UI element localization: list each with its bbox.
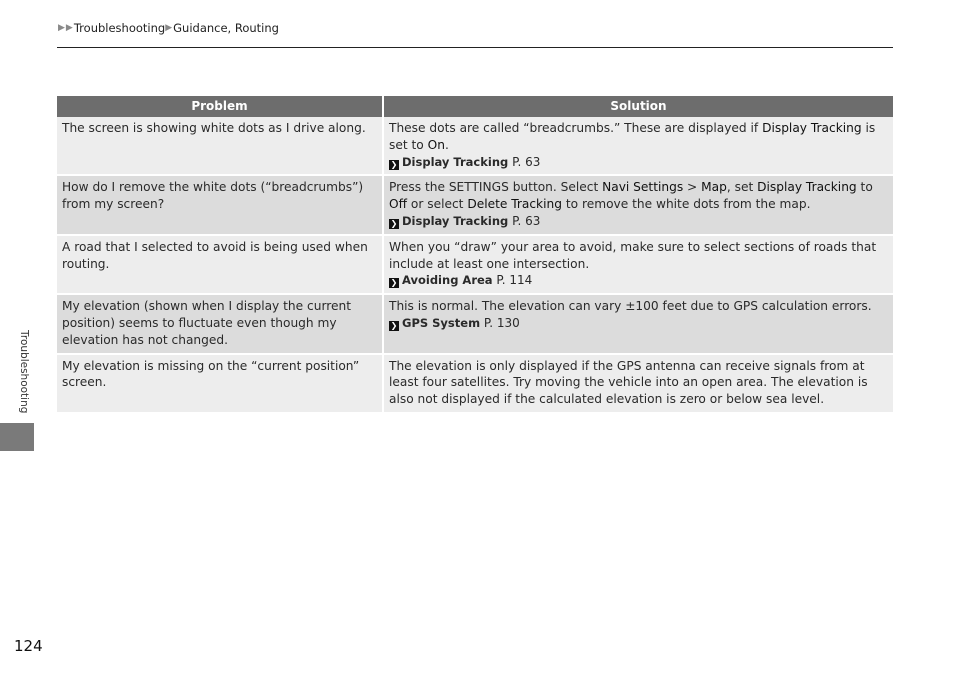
solution-text-segment: The elevation is only displayed if the GPS antenna can receive signals from at least four satellites. Try moving the vehicle into an open area. The elevation is also not displayed if the calculated elevation is zero or below sea level.	[389, 358, 868, 407]
solution-text-segment: When you “draw” your area to avoid, make sure to select sections of roads that include at least one intersection.	[389, 239, 877, 271]
table-row	[57, 236, 893, 293]
menu-term: Map	[701, 180, 727, 195]
reference-page[interactable]: P. 63	[512, 213, 541, 228]
menu-term: Navi Settings	[602, 180, 684, 195]
solution-text	[389, 298, 888, 315]
solution-cell	[384, 176, 893, 233]
menu-term: Delete Tracking	[467, 197, 562, 212]
page-reference[interactable]	[389, 154, 888, 171]
reference-arrow-icon: ❯	[390, 218, 398, 228]
solution-text	[389, 120, 888, 154]
problem-cell: A road that I selected to avoid is being used when routing.	[57, 236, 382, 293]
solution-text-segment: This is normal. The elevation can vary ±100 feet due to GPS calculation errors.	[389, 299, 872, 314]
breadcrumb-arrow-icon: ▶	[165, 23, 173, 33]
reference-title[interactable]: Display Tracking	[402, 154, 509, 169]
table-row	[57, 295, 893, 352]
table-row	[57, 176, 893, 233]
breadcrumb	[58, 21, 279, 35]
page-reference[interactable]	[389, 272, 888, 289]
reference-page[interactable]: P. 130	[483, 315, 520, 330]
solution-cell	[384, 117, 893, 174]
page-reference[interactable]	[389, 213, 888, 230]
solution-text-segment: to remove the white dots from the map.	[561, 197, 811, 212]
breadcrumb-arrow-icon: ▶	[65, 23, 73, 33]
solution-text-segment: to	[856, 180, 873, 195]
solution-cell	[384, 355, 893, 412]
solution-text-segment: Press the SETTINGS button. Select	[389, 180, 603, 195]
table-body	[57, 117, 893, 412]
column-header-solution: Solution	[384, 96, 893, 117]
reference-arrow-icon: ❯	[390, 159, 398, 169]
solution-text-segment: These dots are called “breadcrumbs.” These are displayed if	[389, 121, 763, 135]
column-header-problem: Problem	[57, 96, 382, 117]
problem-cell: My elevation (shown when I display the current position) seems to fluctuate even though my elevation has not changed.	[57, 295, 382, 352]
solution-text-segment: >	[683, 180, 702, 195]
page-reference[interactable]	[389, 315, 888, 332]
menu-term: Display Tracking	[757, 180, 857, 195]
breadcrumb-item-troubleshooting[interactable]: Troubleshooting	[73, 21, 166, 35]
troubleshooting-table	[57, 96, 893, 412]
table-row	[57, 355, 893, 412]
breadcrumb-item-guidance-routing: Guidance, Routing	[173, 21, 279, 35]
reference-arrow-icon: ❯	[390, 320, 398, 330]
solution-text	[389, 358, 888, 408]
menu-term: Off	[389, 197, 407, 212]
solution-text-segment: , set	[726, 180, 758, 195]
solution-cell	[384, 236, 893, 293]
solution-text	[389, 239, 888, 273]
problem-cell: How do I remove the white dots (“breadcrumbs”) from my screen?	[57, 176, 382, 233]
breadcrumb-arrow-icon: ▶	[58, 23, 65, 33]
table-row	[57, 117, 893, 174]
reference-page[interactable]: P. 63	[512, 154, 541, 169]
reference-title[interactable]: Display Tracking	[402, 213, 509, 228]
reference-page[interactable]: P. 114	[496, 273, 533, 288]
reference-arrow-icon: ❯	[390, 278, 398, 288]
solution-text-segment: or select	[407, 197, 468, 212]
solution-text-segment: is set to	[389, 121, 876, 152]
problem-cell: My elevation is missing on the “current position” screen.	[57, 355, 382, 412]
side-tab-marker	[0, 423, 34, 451]
solution-cell	[384, 295, 893, 352]
problem-cell: The screen is showing white dots as I drive along.	[57, 117, 382, 174]
reference-title[interactable]: GPS System	[402, 315, 481, 330]
page-number: 124	[14, 637, 43, 655]
reference-title[interactable]: Avoiding Area	[402, 273, 493, 288]
header-rule	[57, 47, 893, 48]
menu-term: Display Tracking	[762, 121, 862, 135]
solution-text	[389, 179, 888, 213]
side-tab-label: Troubleshooting	[18, 330, 30, 414]
solution-text-segment: .	[444, 137, 449, 152]
menu-term: On	[427, 137, 445, 152]
